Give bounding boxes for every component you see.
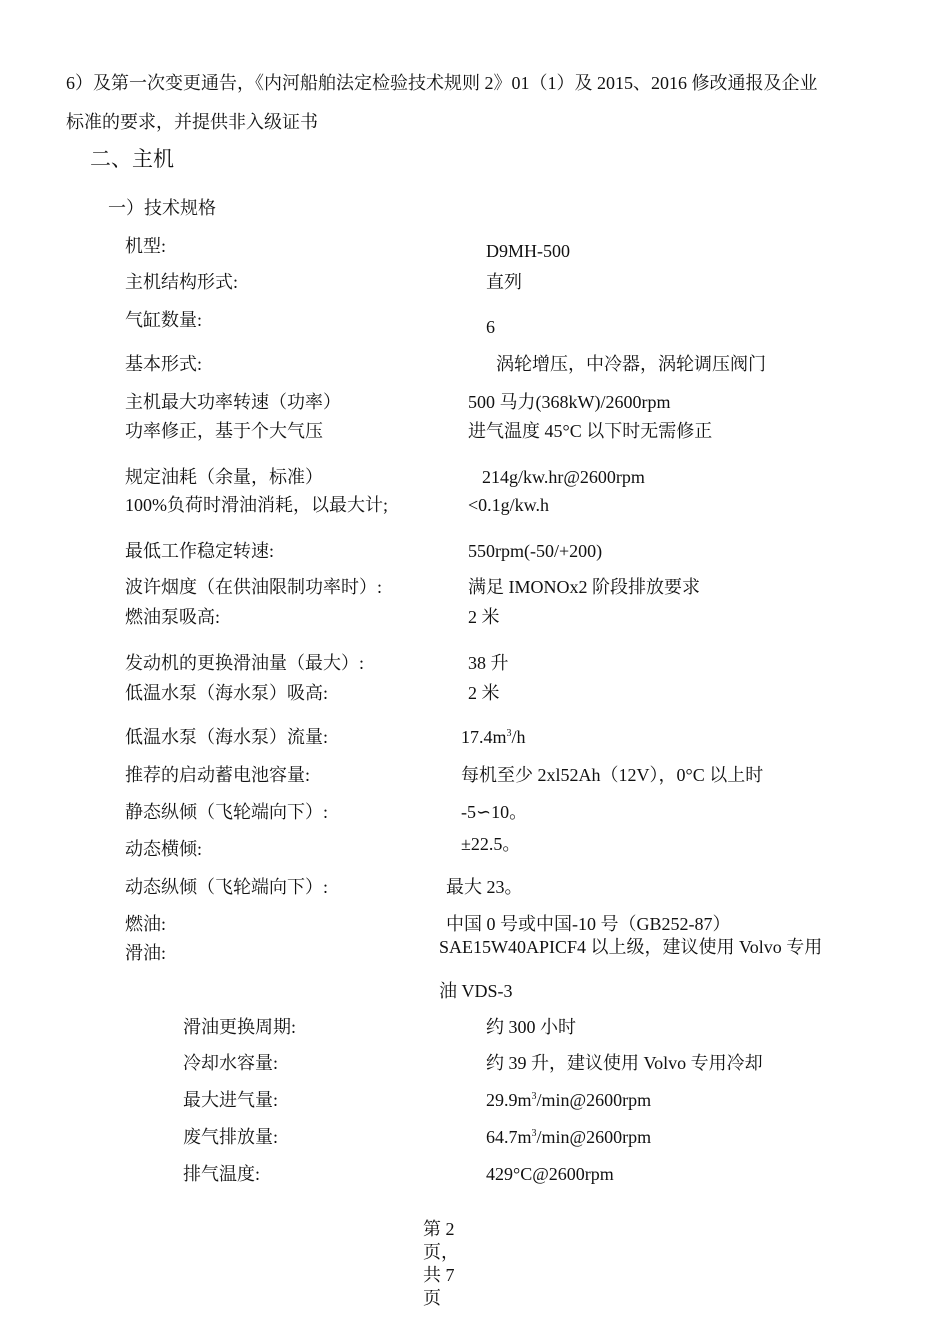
spec-value-lube: SAE15W40APICF4 以上级，建议使用 Volvo 专用 bbox=[439, 937, 823, 957]
intro-line-2: 标准的要求，并提供非入级证书 bbox=[66, 112, 318, 132]
spec-label-structure: 主机结构形式: bbox=[125, 272, 239, 292]
spec-value-coolant: 约 39 升，建议使用 Volvo 专用冷却 bbox=[486, 1053, 763, 1073]
spec-value-static-trim: -5∽10。 bbox=[461, 802, 528, 822]
spec-value-fuel-consumption: 214g/kw.hr@2600rpm bbox=[482, 467, 645, 487]
spec-label-exhaust-temp: 排气温度: bbox=[183, 1164, 261, 1184]
spec-value-fuel-pump-suction: 2 米 bbox=[468, 607, 500, 627]
spec-label-dynamic-heel: 动态横倾: bbox=[125, 839, 203, 859]
spec-value-max-intake bbox=[486, 1089, 651, 1111]
spec-label-min-speed: 最低工作稳定转速: bbox=[125, 541, 275, 561]
intake-unit: /min@2600rpm bbox=[536, 1090, 652, 1110]
spec-label-fuel: 燃油: bbox=[125, 914, 167, 934]
spec-label-static-trim: 静态纵倾（飞轮端向下）: bbox=[125, 802, 328, 822]
spec-value-lt-pump-flow bbox=[461, 726, 526, 748]
spec-value-lube-cont: 油 VDS-3 bbox=[439, 981, 513, 1001]
section-title: 二、主机 bbox=[90, 147, 174, 171]
exhaust-unit: /min@2600rpm bbox=[536, 1127, 652, 1147]
spec-label-basic-form: 基本形式: bbox=[125, 354, 203, 374]
spec-value-lt-pump-suction: 2 米 bbox=[468, 683, 500, 703]
exhaust-number: 64.7m bbox=[486, 1127, 532, 1147]
intake-superscript: 3 bbox=[531, 1091, 537, 1102]
spec-label-max-intake: 最大进气量: bbox=[183, 1090, 279, 1110]
spec-value-max-power: 500 马力(368kW)/2600rpm bbox=[468, 392, 671, 412]
flow-superscript: 3 bbox=[506, 728, 512, 739]
spec-label-smoke: 波许烟度（在供油限制功率时）: bbox=[125, 577, 382, 597]
spec-value-structure: 直列 bbox=[486, 272, 522, 292]
spec-label-power-correction: 功率修正，基于个大气压 bbox=[125, 421, 323, 441]
spec-value-lube-consumption: <0.1g/kw.h bbox=[468, 495, 549, 515]
spec-label-lt-pump-suction: 低温水泵（海水泵）吸高: bbox=[125, 683, 328, 703]
spec-value-exhaust-flow bbox=[486, 1126, 651, 1148]
exhaust-superscript: 3 bbox=[531, 1128, 537, 1139]
spec-value-smoke: 满足 IMONOx2 阶段排放要求 bbox=[468, 577, 700, 597]
spec-label-coolant: 冷却水容量: bbox=[183, 1053, 279, 1073]
spec-value-basic-form: 涡轮增压，中冷器，涡轮调压阀门 bbox=[496, 354, 766, 374]
spec-label-dynamic-trim: 动态纵倾（飞轮端向下）: bbox=[125, 877, 328, 897]
spec-value-fuel: 中国 0 号或中国-10 号（GB252-87） bbox=[446, 914, 731, 934]
spec-label-battery: 推荐的启动蓄电池容量: bbox=[125, 765, 310, 785]
spec-value-battery: 每机至少 2xl52Ah（12V），0°C 以上时 bbox=[461, 765, 764, 785]
spec-label-fuel-pump-suction: 燃油泵吸高: bbox=[125, 607, 221, 627]
spec-label-lube: 滑油: bbox=[125, 943, 167, 963]
subsection-title: 一）技术规格 bbox=[108, 198, 216, 218]
intro-line-1: 6）及第一次变更通告，《内河船舶法定检验技术规则 2》01（1）及 2015、2016 修改通报及企业 bbox=[66, 73, 818, 93]
spec-value-dynamic-heel: ±22.5。 bbox=[461, 834, 521, 854]
spec-value-model: D9MH-500 bbox=[486, 241, 570, 261]
spec-value-power-correction: 进气温度 45°C 以下时无需修正 bbox=[468, 421, 713, 441]
spec-label-model: 机型: bbox=[125, 236, 167, 256]
spec-label-lt-pump-flow: 低温水泵（海水泵）流量: bbox=[125, 727, 328, 747]
spec-value-cylinders: 6 bbox=[486, 317, 495, 337]
intake-number: 29.9m bbox=[486, 1090, 532, 1110]
spec-label-cylinders: 气缸数量: bbox=[125, 310, 203, 330]
spec-value-dynamic-trim: 最大 23。 bbox=[446, 877, 523, 897]
spec-value-min-speed: 550rpm(-50/+200) bbox=[468, 541, 603, 561]
spec-value-exhaust-temp: 429°C@2600rpm bbox=[486, 1164, 614, 1184]
flow-number: 17.4m bbox=[461, 727, 507, 747]
spec-value-oil-change-volume: 38 升 bbox=[468, 653, 509, 673]
page-number-footer: 第 2 页，共 7 页 bbox=[423, 1219, 459, 1308]
spec-value-oil-change-period: 约 300 小时 bbox=[486, 1017, 576, 1037]
spec-label-max-power: 主机最大功率转速（功率） bbox=[125, 392, 341, 412]
spec-label-lube-consumption: 100%负荷时滑油消耗，以最大计; bbox=[125, 495, 388, 515]
spec-label-oil-change-period: 滑油更换周期: bbox=[183, 1017, 297, 1037]
flow-unit: /h bbox=[511, 727, 526, 747]
spec-label-exhaust-flow: 废气排放量: bbox=[183, 1127, 279, 1147]
spec-label-fuel-consumption: 规定油耗（余量，标准） bbox=[125, 467, 323, 487]
spec-label-oil-change-volume: 发动机的更换滑油量（最大）: bbox=[125, 653, 364, 673]
